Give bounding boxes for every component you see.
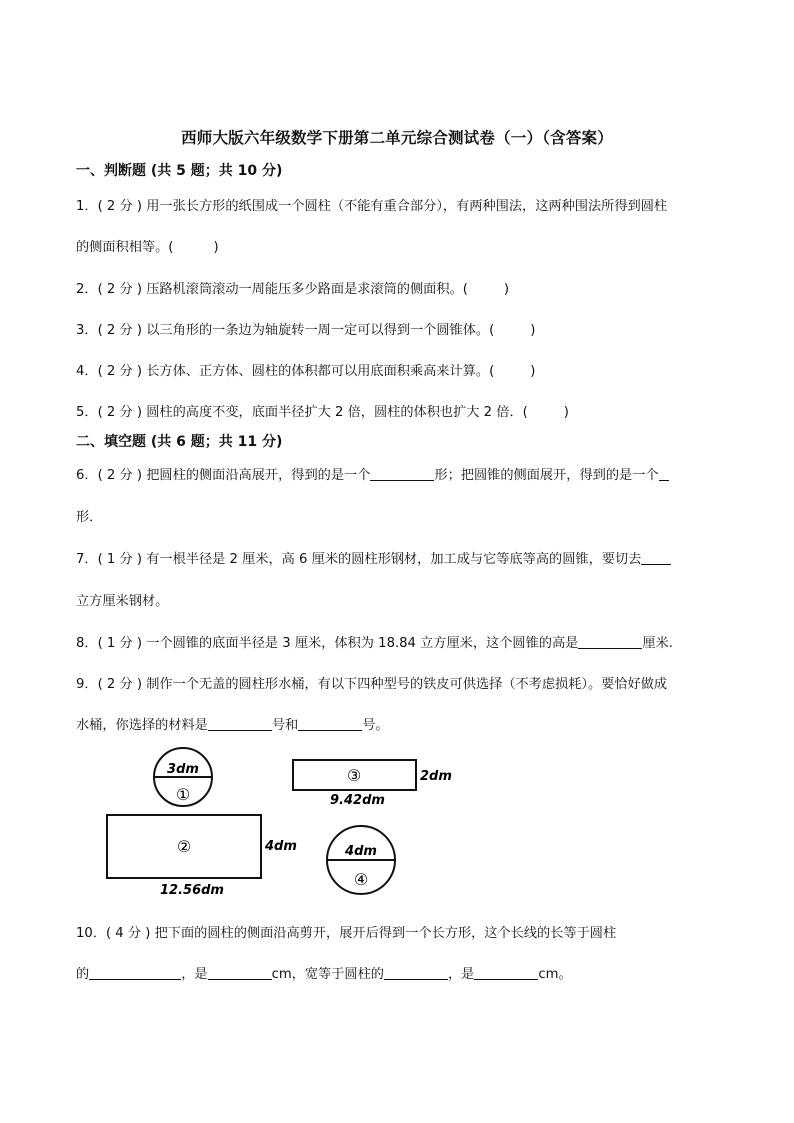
- question-2-close-paren: ): [503, 282, 510, 297]
- question-1-close-paren: ): [213, 240, 219, 255]
- section-heading-fill-in: 二、填空题 (共 6 题；共 11 分): [76, 434, 283, 450]
- question-10-text-e: cm。: [538, 967, 572, 982]
- question-3-close-paren: ): [530, 323, 536, 338]
- answer-blank[interactable]: [89, 965, 181, 980]
- answer-blank[interactable]: [474, 965, 538, 980]
- question-10-line-1: 10．( 4 分 ) 把下面的圆柱的侧面沿高剪开，展开后得到一个长方形，这个长线的长等于圆柱: [76, 926, 617, 941]
- question-10-text-d: ，是: [447, 967, 475, 982]
- question-7-text: 7．( 1 分 ) 有一根半径是 2 厘米，高 6 厘米的圆柱形钢材，加工成与它等底等高的圆锥，要切去: [76, 552, 642, 567]
- question-6-line-2: 形．: [76, 510, 103, 525]
- question-1-line-1: 1．( 2 分 ) 用一张长方形的纸围成一个圆柱（不能有重合部分），有两种围法，这两种围法所得到圆柱: [76, 199, 668, 214]
- sheet-2-number: ②: [176, 837, 192, 856]
- answer-blank[interactable]: [384, 965, 448, 980]
- sheet-3-width-label: 9.42dm: [330, 793, 385, 808]
- section-heading-judgement: 一、判断题 (共 5 题；共 10 分): [76, 163, 283, 179]
- sheet-3-number: ③: [346, 766, 362, 785]
- question-6-text-b: 形；把圆锥的侧面展开，得到的是一个: [434, 468, 659, 483]
- question-8-text-b: 厘米.: [642, 636, 673, 651]
- question-2-text: 2．( 2 分 ) 压路机滚筒滚动一周能压多少路面是求滚筒的侧面积。(: [76, 282, 468, 297]
- sheet-2-height-label: 4dm: [265, 839, 297, 854]
- question-4-text: 4．( 2 分 ) 长方体、正方体、圆柱的体积都可以用底面积乘高来计算。(: [76, 364, 495, 379]
- sheet-4-circle: [327, 826, 395, 894]
- question-9-text-a: 水桶，你选择的材料是: [76, 718, 208, 733]
- question-5-close-paren: ): [563, 405, 569, 420]
- sheet-3-rectangle: [293, 760, 452, 808]
- question-4-close-paren: ): [530, 364, 536, 379]
- sheet-2-rectangle: [107, 815, 297, 898]
- question-9-text-c: 号。: [362, 718, 389, 733]
- question-6-text-a: 6．( 2 分 ) 把圆柱的侧面沿高展开，得到的是一个: [76, 468, 371, 483]
- question-5-text: 5．( 2 分 ) 圆柱的高度不变，底面半径扩大 2 倍，圆柱的体积也扩大 2 倍．(: [76, 405, 528, 420]
- question-1-text: 的侧面积相等。(: [76, 240, 174, 255]
- question-10-text-b: ，是: [181, 967, 208, 982]
- sheet-2-width-label: 12.56dm: [160, 883, 224, 898]
- sheet-3-height-label: 2dm: [420, 769, 452, 784]
- question-7-line-2: 立方厘米钢材。: [76, 594, 169, 609]
- question-9-text-b: 号和: [271, 718, 299, 733]
- question-3-text: 3．( 2 分 ) 以三角形的一条边为轴旋转一周一定可以得到一个圆锥体。(: [76, 323, 495, 338]
- question-10-text-a: 的: [76, 967, 90, 982]
- question-10-line-2: [76, 963, 572, 982]
- sheet-1-circle: [154, 748, 212, 806]
- sheet-1-number: ①: [175, 785, 191, 804]
- page-title: 西师大版六年级数学下册第二单元综合测试卷（一）（含答案）: [181, 129, 613, 147]
- sheet-1-diameter-label: 3dm: [167, 762, 199, 777]
- question-8-text-a: 8．( 1 分 ) 一个圆锥的底面半径是 3 厘米，体积为 18.84 立方厘米，这个圆锥的高是: [76, 636, 579, 651]
- question-9-line-1: 9．( 2 分 ) 制作一个无盖的圆柱形水桶，有以下四种型号的铁皮可供选择（不考虑损耗）。要恰好做成: [76, 677, 668, 692]
- sheet-4-number: ④: [353, 870, 369, 889]
- question-10-text-c: cm，宽等于圆柱的: [271, 967, 384, 982]
- answer-blank[interactable]: [208, 965, 272, 980]
- sheet-4-diameter-label: 4dm: [345, 844, 377, 859]
